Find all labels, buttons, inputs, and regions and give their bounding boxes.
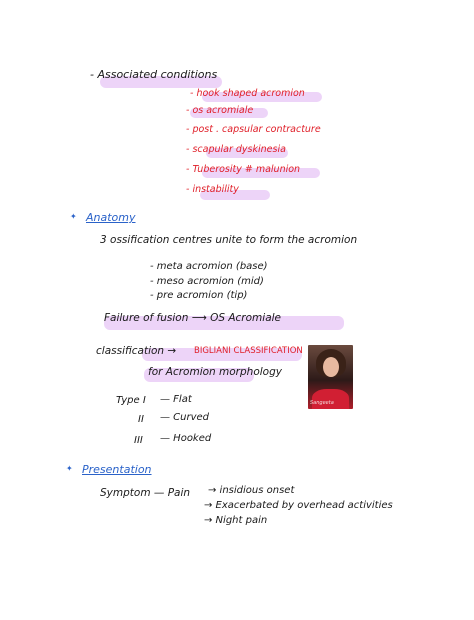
- symptom-item: → Night pain: [204, 515, 268, 526]
- symptom-item: → Exacerbated by overhead activities: [204, 500, 393, 511]
- type-number: III: [134, 435, 143, 446]
- type-desc: — Curved: [160, 412, 210, 423]
- failure-of-fusion: Failure of fusion ⟶ OS Acromiale: [104, 312, 282, 324]
- type-number: Type I: [116, 395, 146, 406]
- type-desc: — Flat: [160, 394, 192, 405]
- associated-item: - post . capsular contracture: [186, 124, 321, 135]
- acromion-part: - pre acromion (tip): [150, 290, 248, 301]
- morphology-line: for Acromion morphology: [148, 366, 282, 378]
- symptom-label: Symptom — Pain: [100, 487, 191, 499]
- acromion-part: - meso acromion (mid): [150, 276, 264, 287]
- acromion-part: - meta acromion (base): [150, 261, 268, 272]
- associated-item: - instability: [186, 184, 239, 195]
- type-number: II: [138, 414, 144, 425]
- associated-item: - os acromiale: [186, 105, 254, 116]
- presentation-star-icon: ✦: [66, 464, 73, 473]
- associated-item: - scapular dyskinesia: [186, 144, 286, 155]
- associated-item: - Tuberosity # malunion: [186, 164, 301, 175]
- photo-caption: Sangeeta: [310, 400, 334, 406]
- associated-heading: - Associated conditions: [90, 68, 218, 81]
- classification-value: BIGLIANI CLASSIFICATION: [194, 346, 303, 356]
- anatomy-star-icon: ✦: [70, 212, 77, 221]
- ossification-line: 3 ossification centres unite to form the acromion: [100, 234, 358, 246]
- type-desc: — Hooked: [160, 433, 212, 444]
- classification-label: classification →: [96, 345, 177, 357]
- symptom-item: → insidious onset: [208, 485, 295, 496]
- portrait-photo: [308, 345, 353, 409]
- anatomy-heading: Anatomy: [86, 211, 136, 224]
- associated-item: - hook shaped acromion: [190, 88, 305, 99]
- presentation-heading: Presentation: [82, 463, 152, 476]
